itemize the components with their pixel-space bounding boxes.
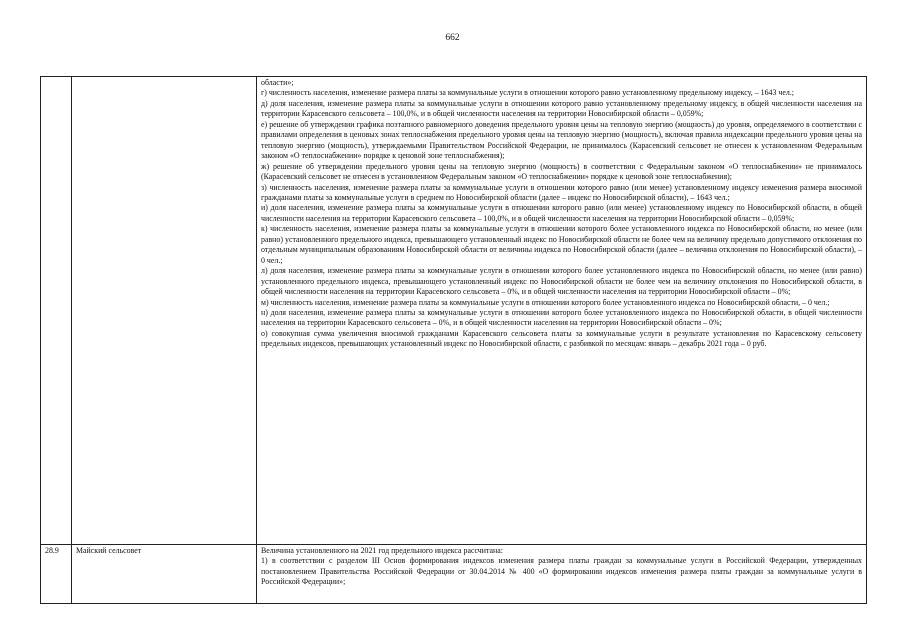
page-number: 662 bbox=[445, 33, 460, 43]
paragraph: м) численность населения, изменение размера платы за коммунальные услуги в отношении которого более установленного индекса по Новосибирской области, – 0 чел.; bbox=[261, 297, 830, 307]
paragraph: и) доля населения, изменение размера платы за коммунальные услуги в отношении которого равно (или менее) установленному индексу по Новосибирской области, в общей численности населения на территории Карасевского сельсовета – 100,0%, и в общей численности населения на территории Новосибирской области – 0,059%; bbox=[261, 203, 862, 223]
paragraph: з) численность населения, изменение размера платы за коммунальные услуги в отношении которого равно (или менее) установленному индексу изменения размера вносимой гражданами платы за коммунальные услуги в среднем по Новосибирской области (далее – индекс по Новосибирской области), – 1643 чел.; bbox=[261, 182, 862, 202]
paragraph: о) совокупная сумма увеличения вносимой гражданами Карасевского сельсовета платы за коммунальные услуги в результате установления по Карасевскому сельсовету предельных индексов, превышающих установленный индекс по Новосибирской области, с разбивкой по месяцам: январь – декабрь 2021 года – 0 руб. bbox=[261, 328, 862, 349]
table-row bbox=[41, 545, 867, 604]
row-text-cell bbox=[257, 77, 867, 545]
paragraph: д) доля населения, изменение размера платы за коммунальные услуги в отношении которого равно установленному предельному индексу, в общей численности населения на территории Карасевского сельсовета – 100,0%, и в общей численности населения на территории Новосибирской области – 0,059%; bbox=[261, 98, 862, 119]
paragraph: области»; bbox=[261, 78, 294, 87]
row-number-cell bbox=[41, 77, 72, 545]
paragraph: 1) в соответствии с разделом III Основ формирования индексов изменения размера платы граждан за коммунальные услуги в Российской Федерации, утвержденных постановлением Правительства Российской Федерации от 30.04.2014 № 400 «О формировании индексов изменения размера платы граждан за коммунальные услуги в Российской Федерации»; bbox=[261, 556, 862, 587]
row-name-cell bbox=[72, 77, 257, 545]
paragraph: н) доля населения, изменение размера платы за коммунальные услуги в отношении которого более установленного индекса по Новосибирской области, в общей численности населения на территории Карасевского сельсовета – 0%, и в общей численности населения на территории Новосибирской области – 0%; bbox=[261, 307, 862, 328]
paragraph: е) решение об утверждении графика поэтапного равномерного доведения предельного уровня цены на тепловую энергию (мощность) до уровня, определяемого в соответствии с правилами определения в ценовых зонах теплоснабжения предельного уровня цены на тепловую энергию (мощность), включая правила индексации предельного уровня цены на тепловую энергию (мощность), утверждаемыми Правительством Российской Федерации, не принималось (Карасевский сельсовет не отнесен к установленном Федеральным законом «О теплоснабжении» порядке к ценовой зоне теплоснабжения); bbox=[261, 119, 862, 161]
row-text-cell bbox=[257, 545, 867, 604]
paragraph: л) доля населения, изменение размера платы за коммунальные услуги в отношении которого более установленного индекса по Новосибирской области, но менее (или равно) установленного предельного индекса, превышающего установленный индекс по Новосибирской области не более чем на величину отклонения по Новосибирской области, в общей численности населения на территории Карасевского сельсовета – 0%, и в общей численности населения на территории Новосибирской области – 0%; bbox=[261, 266, 862, 297]
paragraph: к) численность населения, изменение размера платы за коммунальные услуги в отношении которого более установленного индекса по Новосибирской области, но менее (или равно) установленного предельного индекса, превышающего установленный индекс по Новосибирской области не более чем на величину предельно допустимого отклонения по отдельным муниципальным образованиям Новосибирской области от величины индекса по Новосибирской области (далее – величина отклонения по Новосибирской области), – 0 чел.; bbox=[261, 224, 862, 265]
paragraph: Величина установленного на 2021 год предельного индекса рассчитана: bbox=[261, 546, 503, 555]
paragraph: г) численность населения, изменение размера платы за коммунальные услуги в отношении которого равно установленному предельному индексу, – 1643 чел.; bbox=[261, 88, 794, 98]
table-row bbox=[41, 77, 867, 545]
paragraph: ж) решение об утверждении предельного уровня цены на тепловую энергию (мощность) в соответствии с Федеральным законом «О теплоснабжении» не принималось (Карасевский сельсовет не отнесен в установленном Федеральным законом «О теплоснабжении» порядке к ценовой зоне теплоснабжения); bbox=[261, 161, 862, 182]
row-name-cell: Майский сельсовет bbox=[72, 545, 257, 604]
row-number-cell: 28.9 bbox=[41, 545, 72, 604]
tariff-table bbox=[40, 76, 867, 604]
